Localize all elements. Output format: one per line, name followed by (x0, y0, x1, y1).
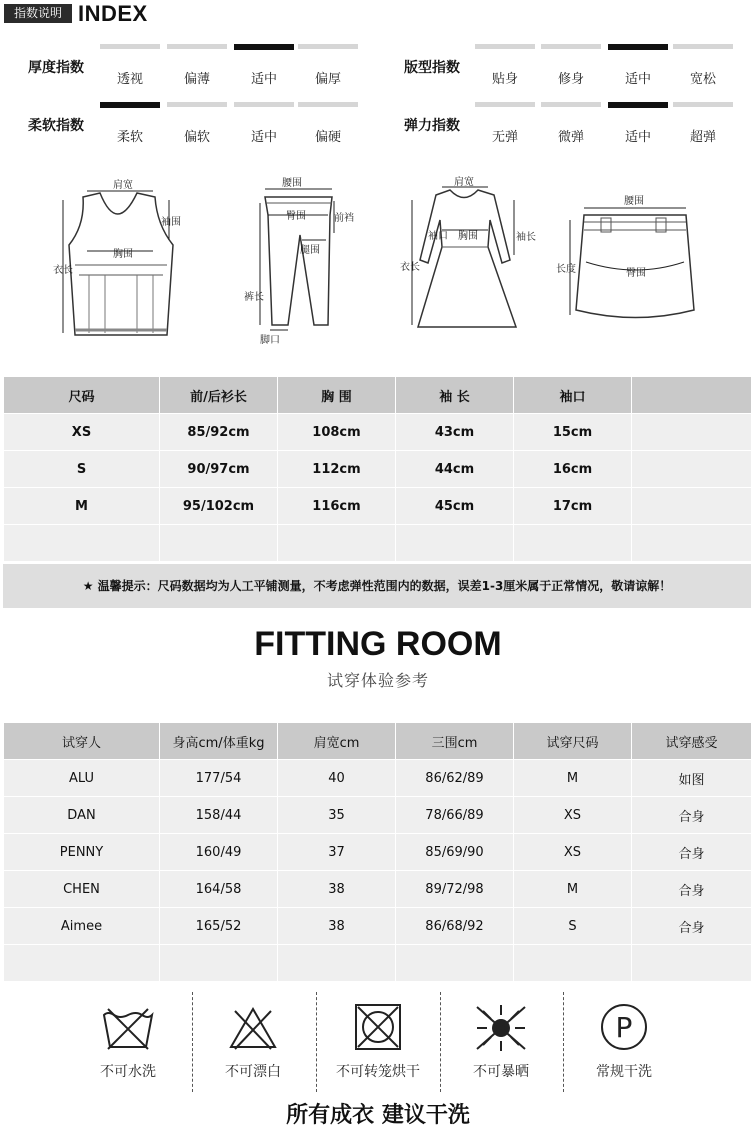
thickness-option: 偏厚 (314, 72, 341, 87)
table-cell: 86/68/92 (396, 908, 514, 945)
fitting-room-subtitle: 试穿体验参考 (326, 671, 429, 690)
care-label: 不可转笼烘干 (336, 1064, 420, 1080)
table-cell: Aimee (4, 908, 160, 945)
table-cell (632, 945, 752, 982)
table-row (4, 908, 752, 945)
table-cell: 158/44 (160, 797, 278, 834)
table-cell (514, 945, 632, 982)
table-cell (514, 525, 632, 562)
elasticity-bar-1 (541, 102, 601, 107)
table-cell: 112cm (278, 451, 396, 488)
table-cell: 177/54 (160, 760, 278, 797)
pants-figure (230, 175, 370, 350)
no-bleach-icon (225, 1003, 281, 1053)
table-cell: XS (514, 834, 632, 871)
table-cell: 合身 (632, 834, 752, 871)
table-row (4, 525, 752, 562)
dry-clean-icon (596, 1003, 652, 1053)
svg-text:P: P (615, 1011, 633, 1044)
softness-bar-3 (298, 102, 358, 107)
pants-waist-label: 腰围 (282, 178, 302, 189)
table-cell: M (514, 871, 632, 908)
table-cell: XS (514, 797, 632, 834)
table-cell: 85/69/90 (396, 834, 514, 871)
vest-bust-label: 胸围 (113, 249, 133, 260)
size-note: ★ 温馨提示：尺码数据均为人工平铺测量，不考虑弹性范围内的数据，误差1-3厘米属于正常情况，敬请谅解！ (3, 564, 751, 608)
pants-thigh-label: 腿围 (300, 245, 320, 256)
vest-shoulder-label: 肩宽 (113, 180, 133, 191)
header-cell: 试穿人 (4, 723, 160, 760)
dress-sleeve-label: 袖长 (516, 232, 536, 243)
thickness-bar-1 (167, 44, 227, 49)
skirt-waist-label: 腰围 (624, 196, 644, 207)
dress-shoulder-label: 肩宽 (454, 177, 474, 188)
vest-armhole-label: 袖围 (161, 217, 181, 228)
care-divider (192, 992, 193, 1092)
skirt-length-label: 长度 (556, 264, 576, 275)
header-cell: 试穿尺码 (514, 723, 632, 760)
skirt-figure (556, 180, 716, 340)
elasticity-option: 适中 (624, 130, 651, 145)
table-cell: 15cm (514, 414, 632, 451)
fitting-room-title: FITTING ROOM (254, 625, 502, 663)
care-item (574, 1003, 674, 1081)
skirt-hip-label: 臀围 (626, 268, 646, 279)
table-cell (160, 945, 278, 982)
table-cell (632, 414, 752, 451)
table-cell: 108cm (278, 414, 396, 451)
care-label: 不可暴晒 (473, 1064, 529, 1080)
fit-option: 适中 (624, 72, 651, 87)
table-cell (278, 525, 396, 562)
thickness-label: 厚度指数 (28, 60, 84, 76)
table-cell: M (514, 760, 632, 797)
table-cell (4, 945, 160, 982)
elasticity-label: 弹力指数 (404, 118, 460, 134)
fit-bar-2 (608, 44, 668, 50)
table-row (4, 414, 752, 451)
table-cell: ALU (4, 760, 160, 797)
care-label: 常规干洗 (596, 1064, 652, 1080)
fit-option: 修身 (557, 72, 584, 87)
table-cell: XS (4, 414, 160, 451)
care-item (78, 1003, 178, 1081)
fitting-table (3, 722, 752, 982)
table-cell (632, 451, 752, 488)
fit-bar-1 (541, 44, 601, 49)
softness-option: 适中 (250, 130, 277, 145)
header-cell: 试穿感受 (632, 723, 752, 760)
header-cell: 前/后衫长 (160, 377, 278, 414)
table-cell (396, 945, 514, 982)
table-cell: 37 (278, 834, 396, 871)
care-item (451, 1003, 551, 1081)
table-cell (4, 525, 160, 562)
pants-length-label: 裤长 (244, 292, 264, 303)
header-cell: 身高cm/体重kg (160, 723, 278, 760)
care-divider (440, 992, 441, 1092)
table-cell (160, 525, 278, 562)
table-row (4, 488, 752, 525)
size-table-header (4, 377, 752, 414)
table-cell: 38 (278, 871, 396, 908)
no-wash-icon (100, 1003, 156, 1053)
table-cell: 35 (278, 797, 396, 834)
table-cell: 90/97cm (160, 451, 278, 488)
elasticity-option: 无弹 (491, 130, 518, 145)
care-label: 不可漂白 (225, 1064, 281, 1080)
softness-option: 柔软 (116, 130, 143, 145)
table-cell: 89/72/98 (396, 871, 514, 908)
softness-option: 偏软 (183, 130, 210, 145)
pants-rise-label: 前裆 (334, 213, 354, 224)
no-sun-icon (473, 1003, 529, 1053)
table-cell: M (4, 488, 160, 525)
dress-bust-label: 胸围 (458, 231, 478, 242)
table-row (4, 871, 752, 908)
pants-hem-label: 脚口 (260, 335, 280, 346)
table-cell: 86/62/89 (396, 760, 514, 797)
fit-option: 宽松 (689, 72, 716, 87)
table-cell (632, 525, 752, 562)
table-cell: 16cm (514, 451, 632, 488)
table-cell: 合身 (632, 797, 752, 834)
fit-option: 贴身 (491, 72, 518, 87)
elasticity-option: 超弹 (689, 130, 716, 145)
care-item (328, 1003, 428, 1081)
table-cell: 如图 (632, 760, 752, 797)
index-title: INDEX (78, 1, 148, 26)
table-cell: 45cm (396, 488, 514, 525)
table-row (4, 451, 752, 488)
thickness-option: 偏薄 (183, 72, 210, 87)
table-cell: PENNY (4, 834, 160, 871)
elasticity-bar-3 (673, 102, 733, 107)
table-cell: 165/52 (160, 908, 278, 945)
elasticity-option: 微弹 (557, 130, 584, 145)
fitting-table-header (4, 723, 752, 760)
pants-hip-label: 臀围 (286, 211, 306, 222)
table-cell: CHEN (4, 871, 160, 908)
header-cell (632, 377, 752, 414)
softness-bar-0 (100, 102, 160, 108)
table-row (4, 760, 752, 797)
fit-bar-3 (673, 44, 733, 49)
table-cell (278, 945, 396, 982)
table-cell: 160/49 (160, 834, 278, 871)
table-cell: 17cm (514, 488, 632, 525)
size-table (3, 376, 752, 562)
header-cell: 尺码 (4, 377, 160, 414)
header-cell: 肩宽cm (278, 723, 396, 760)
care-label: 不可水洗 (100, 1064, 156, 1080)
table-cell: 43cm (396, 414, 514, 451)
care-divider (316, 992, 317, 1092)
table-cell: 164/58 (160, 871, 278, 908)
table-cell: 85/92cm (160, 414, 278, 451)
fit-bar-0 (475, 44, 535, 49)
table-cell (396, 525, 514, 562)
header-cell: 三围cm (396, 723, 514, 760)
vest-length-label: 衣长 (53, 265, 73, 276)
table-row (4, 797, 752, 834)
care-item (203, 1003, 303, 1081)
elasticity-bar-0 (475, 102, 535, 107)
no-tumble-dry-icon (350, 1003, 406, 1053)
table-cell: 合身 (632, 908, 752, 945)
table-row (4, 945, 752, 982)
table-cell (632, 488, 752, 525)
elasticity-bar-2 (608, 102, 668, 108)
table-cell: 78/66/89 (396, 797, 514, 834)
softness-bar-2 (234, 102, 294, 107)
dress-figure (398, 175, 543, 340)
table-cell: 合身 (632, 871, 752, 908)
thickness-option: 适中 (250, 72, 277, 87)
table-cell: 95/102cm (160, 488, 278, 525)
table-cell: S (4, 451, 160, 488)
softness-bar-1 (167, 102, 227, 107)
table-cell: S (514, 908, 632, 945)
index-tag: 指数说明 (4, 4, 72, 23)
table-cell: 38 (278, 908, 396, 945)
thickness-bar-3 (298, 44, 358, 49)
table-cell: 116cm (278, 488, 396, 525)
thickness-option: 透视 (116, 72, 143, 87)
vest-figure (45, 175, 195, 345)
thickness-bar-2 (234, 44, 294, 50)
table-cell: 44cm (396, 451, 514, 488)
table-cell: 40 (278, 760, 396, 797)
fit-label: 版型指数 (404, 60, 460, 76)
dress-length-label: 衣长 (400, 262, 420, 273)
header-cell: 袖口 (514, 377, 632, 414)
care-footer: 所有成衣 建议干洗 (286, 1103, 470, 1128)
softness-option: 偏硬 (314, 130, 341, 145)
care-divider (563, 992, 564, 1092)
softness-label: 柔软指数 (28, 118, 84, 134)
dress-cuff-label: 袖口 (428, 231, 448, 242)
table-cell: DAN (4, 797, 160, 834)
header-cell: 胸 围 (278, 377, 396, 414)
thickness-bar-0 (100, 44, 160, 49)
header-cell: 袖 长 (396, 377, 514, 414)
table-row (4, 834, 752, 871)
